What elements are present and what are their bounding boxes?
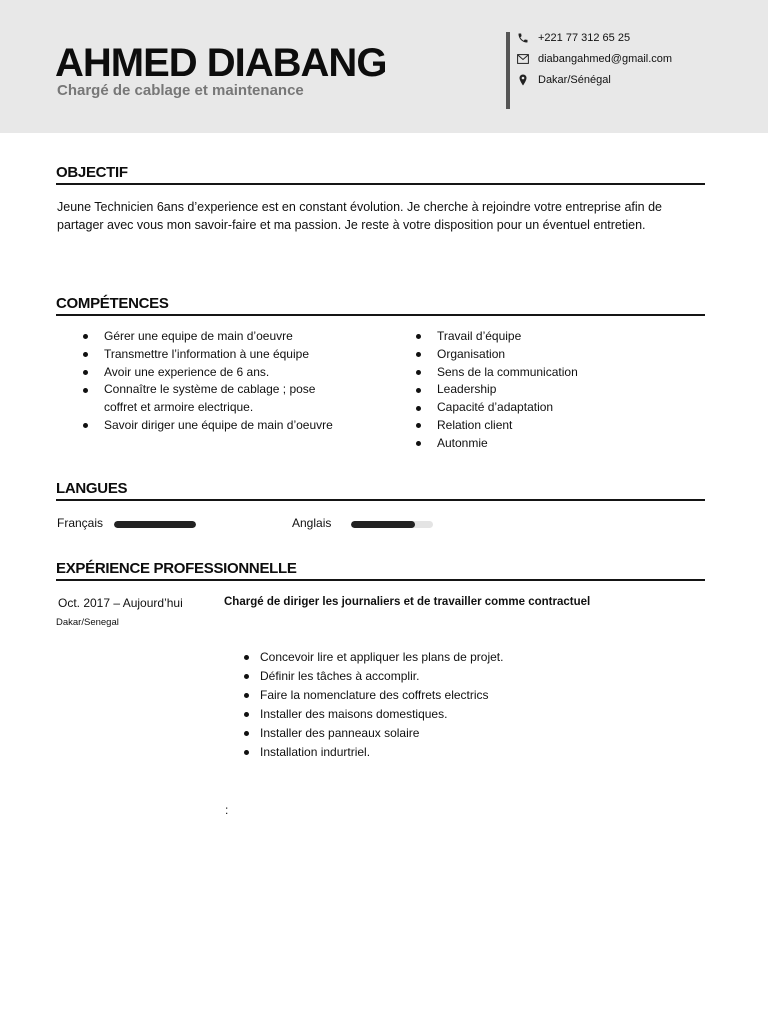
soft-skill-item: Organisation <box>437 346 697 364</box>
job-task-item: Installer des panneaux solaire <box>260 724 700 743</box>
job-title: Chargé de cablage et maintenance <box>57 82 304 99</box>
job-location: Dakar/Senegal <box>56 617 119 628</box>
skill-item: Transmettre l’information à une équipe <box>104 346 340 364</box>
soft-skill-item: Relation client <box>437 417 697 435</box>
envelope-icon <box>517 54 529 64</box>
contact-email[interactable]: diabangahmed@gmail.com <box>538 53 673 65</box>
section-rule <box>56 579 705 581</box>
job-task-item: Concevoir lire et appliquer les plans de projet. <box>260 648 700 667</box>
job-role: Chargé de diriger les journaliers et de travailler comme contractuel <box>224 596 591 608</box>
language-level-bar-english <box>351 521 433 528</box>
skill-item: Connaître le système de cablage ; pose coffret et armoire electrique. <box>104 381 340 417</box>
soft-skill-item: Sens de la communication <box>437 364 697 382</box>
soft-skill-item: Autonmie <box>437 435 697 453</box>
section-heading-skills: COMPÉTENCES <box>56 295 169 312</box>
section-rule <box>56 183 705 185</box>
section-heading-experience: EXPÉRIENCE PROFESSIONNELLE <box>56 560 297 577</box>
skills-list-left <box>104 328 340 435</box>
section-rule <box>56 499 705 501</box>
language-name-french: Français <box>57 516 104 530</box>
candidate-name: AHMED DIABANG <box>55 41 387 85</box>
job-task-item: Installation indurtriel. <box>260 743 700 762</box>
phone-icon <box>517 32 529 44</box>
skill-item: Avoir une experience de 6 ans. <box>104 364 340 382</box>
skill-item: Savoir diriger une équipe de main d’oeuvre <box>104 417 340 435</box>
map-pin-icon <box>519 74 527 86</box>
objective-paragraph: Jeune Technicien 6ans d’experience est en constant évolution. Je cherche à rejoindre votre entreprise afin de partager avec vous mon savoir-faire et ma passion. Je reste à votre disposition pour un éventuel entretien. <box>57 200 663 232</box>
section-heading-objective: OBJECTIF <box>56 164 128 181</box>
trailing-colon: : <box>225 803 229 817</box>
language-name-english: Anglais <box>292 516 332 530</box>
skill-item: Gérer une equipe de main d’oeuvre <box>104 328 340 346</box>
soft-skill-item: Capacité d’adaptation <box>437 399 697 417</box>
contact-divider-bar <box>506 32 510 109</box>
contact-location: Dakar/Sénégal <box>538 74 611 86</box>
job-task-item: Définir les tâches à accomplir. <box>260 667 700 686</box>
language-level-fill <box>351 521 415 528</box>
skills-list-right <box>437 328 697 453</box>
job-period: Oct. 2017 – Aujourd’hui <box>58 596 183 610</box>
soft-skill-item: Travail d’équipe <box>437 328 697 346</box>
section-rule <box>56 314 705 316</box>
language-level-fill <box>114 521 196 528</box>
job-task-item: Faire la nomenclature des coffrets electrics <box>260 686 700 705</box>
contact-phone[interactable]: +221 77 312 65 25 <box>538 32 631 44</box>
section-heading-languages: LANGUES <box>56 480 128 497</box>
job-task-list <box>260 648 700 762</box>
job-task-item: Installer des maisons domestiques. <box>260 705 700 724</box>
language-level-bar-french <box>114 521 196 528</box>
soft-skill-item: Leadership <box>437 381 697 399</box>
